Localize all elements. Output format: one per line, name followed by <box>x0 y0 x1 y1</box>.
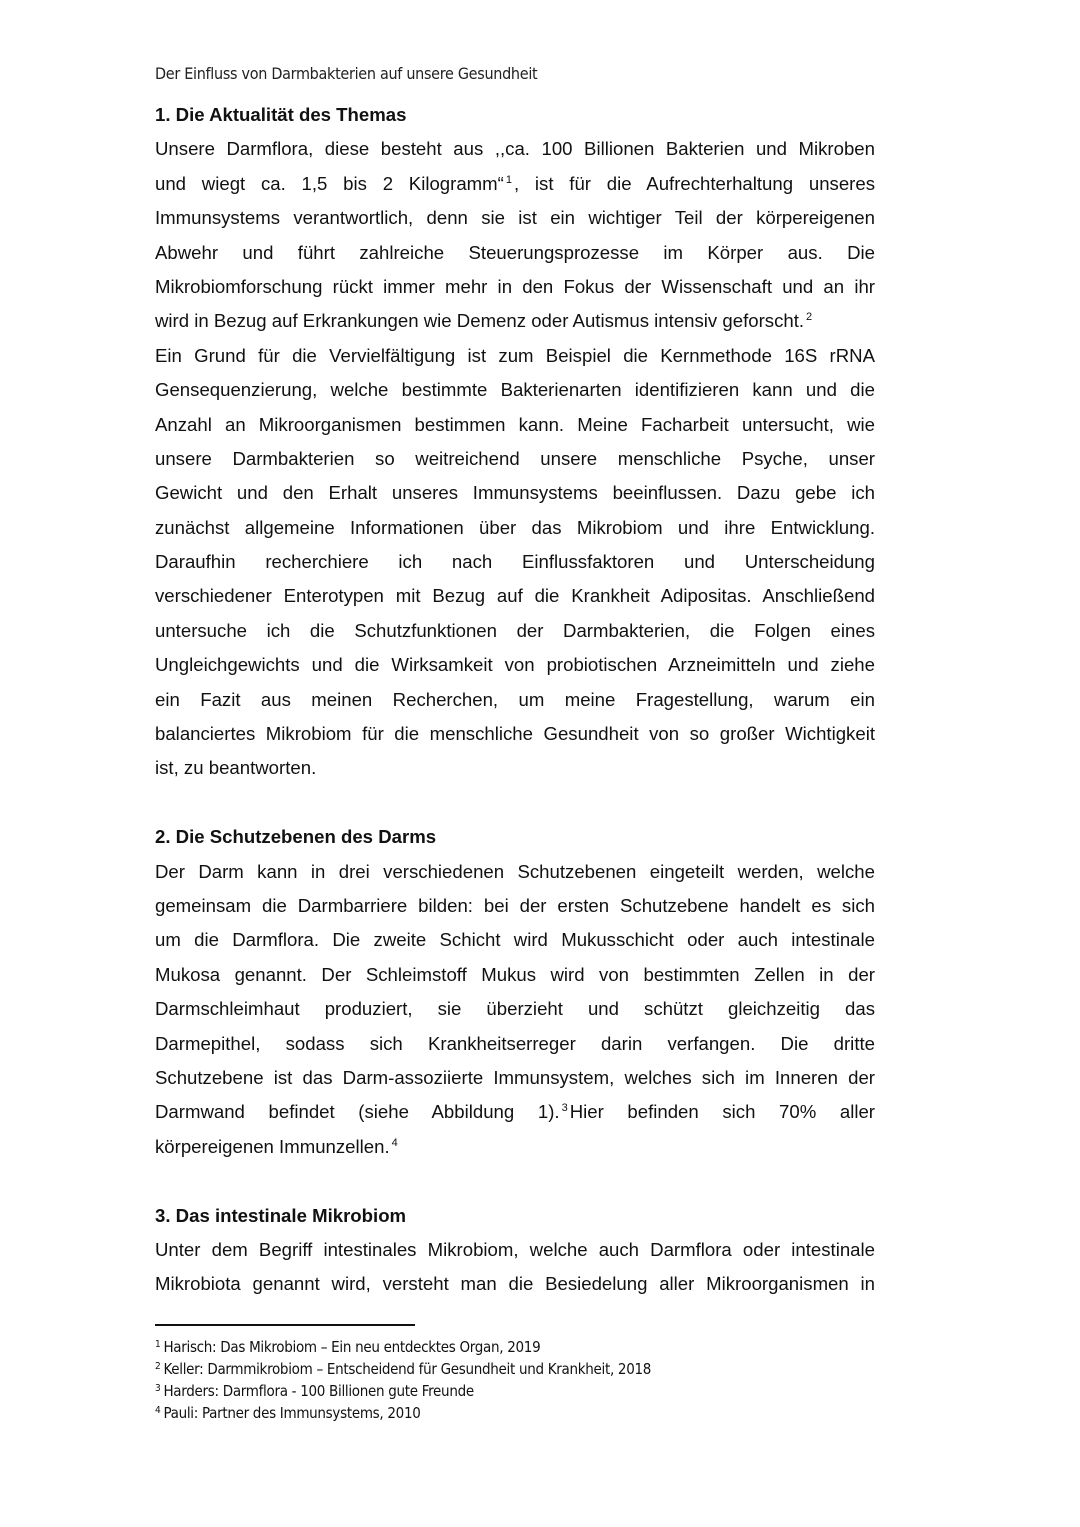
paragraph-line <box>155 270 875 304</box>
paragraph-line <box>155 889 875 923</box>
text-run: Mikrobiota genannt wird, versteht man die Besiedelung aller Mikroorganismen in <box>155 1273 875 1295</box>
text-run: Abwehr und führt zahlreiche Steuerungsprozesse im Körper aus. Die <box>155 241 875 263</box>
text-run: Darmepithel, sodass sich Krankheitserreger darin verfangen. Die dritte <box>155 1032 875 1054</box>
text-run: unsere Darmbakterien so weitreichend unsere menschliche Psyche, unser <box>155 447 875 469</box>
paragraph-line <box>155 476 875 510</box>
paragraph-line <box>155 201 875 235</box>
paragraph-line <box>155 511 875 545</box>
text-run: Anzahl an Mikroorganismen bestimmen kann. Meine Facharbeit untersucht, wie <box>155 413 875 435</box>
footnote-reference: 3 <box>561 1102 568 1115</box>
paragraph-line <box>155 1267 875 1301</box>
text-run: , ist für die Aufrechterhaltung unseres <box>513 172 875 194</box>
text-run: Immunsystems verantwortlich, denn sie ist ein wichtiger Teil der körpereigenen <box>155 207 875 229</box>
paragraph-line <box>155 1095 875 1129</box>
paragraph-line <box>155 648 875 682</box>
paragraph-line <box>155 614 875 648</box>
text-run: Der Darm kann in drei verschiedenen Schutzebenen eingeteilt werden, welche <box>155 860 875 882</box>
paragraph-line <box>155 304 875 338</box>
footnotes <box>155 1336 651 1424</box>
paragraph-line <box>155 236 875 270</box>
footnote-number: 4 <box>155 1405 161 1416</box>
section-heading: 3. Das intestinale Mikrobiom <box>155 1204 407 1226</box>
paragraph-line <box>155 751 875 785</box>
text-run: verschiedener Enterotypen mit Bezug auf die Krankheit Adipositas. Anschließend <box>155 585 875 607</box>
text-run: gemeinsam die Darmbarriere bilden: bei der ersten Schutzebene handelt es sich <box>155 894 875 916</box>
text-run: untersuche ich die Schutzfunktionen der Darmbakterien, die Folgen eines <box>155 619 875 641</box>
paragraph-line <box>155 442 875 476</box>
section-heading: 1. Die Aktualität des Themas <box>155 104 407 125</box>
footnote <box>155 1358 651 1380</box>
text-run: Ein Grund für die Vervielfältigung ist zum Beispiel die Kernmethode 16S rRNA <box>155 344 875 366</box>
paragraph-line <box>155 579 875 613</box>
text-run: Mikrobiomforschung rückt immer mehr in den Fokus der Wissenschaft und an ihr <box>155 275 875 297</box>
footnote-separator <box>155 1324 415 1326</box>
text-run: Mukosa genannt. Der Schleimstoff Mukus wird von bestimmten Zellen in der <box>155 963 875 985</box>
footnote-number: 3 <box>155 1383 161 1394</box>
paragraph-line <box>155 1233 875 1267</box>
footnote-text: Harders: Darmflora - 100 Billionen gute Freunde <box>163 1382 474 1400</box>
text-run: Gensequenzierung, welche bestimmte Bakterienarten identifizieren kann und die <box>155 379 875 401</box>
paragraph-line <box>155 683 875 717</box>
footnote-reference: 4 <box>391 1136 398 1149</box>
paragraph-line <box>155 1130 875 1164</box>
blank-line <box>155 786 875 820</box>
text-run: Darmwand befindet (siehe Abbildung 1). <box>155 1101 560 1123</box>
paragraph-line <box>155 373 875 407</box>
paragraph-line <box>155 545 875 579</box>
text-run: wird in Bezug auf Erkrankungen wie Demenz oder Autismus intensiv geforscht. <box>155 310 805 332</box>
footnote <box>155 1380 651 1402</box>
paragraph-line <box>155 1027 875 1061</box>
paragraph-line <box>155 958 875 992</box>
running-header: Der Einfluss von Darmbakterien auf unsere Gesundheit <box>155 64 538 83</box>
text-run: körpereigenen Immunzellen. <box>155 1135 390 1157</box>
text-run: um die Darmflora. Die zweite Schicht wird Mukusschicht oder auch intestinale <box>155 929 875 951</box>
text-run: ist, zu beantworten. <box>155 757 317 779</box>
footnote-number: 1 <box>155 1339 161 1350</box>
section-heading: 2. Die Schutzebenen des Darms <box>155 826 437 848</box>
text-run: Unter dem Begriff intestinales Mikrobiom, welche auch Darmflora oder intestinale <box>155 1238 875 1260</box>
text-run: Daraufhin recherchiere ich nach Einflussfaktoren und Unterscheidung <box>155 551 875 573</box>
footnote-reference: 1 <box>505 173 512 186</box>
text-run: und wiegt ca. 1,5 bis 2 Kilogramm“ <box>155 172 504 194</box>
paragraph-line <box>155 1061 875 1095</box>
paragraph-line <box>155 339 875 373</box>
paragraph-line <box>155 923 875 957</box>
text-run: Gewicht und den Erhalt unseres Immunsystems beeinflussen. Dazu gebe ich <box>155 482 875 504</box>
paragraph-line <box>155 717 875 751</box>
paragraph-line <box>155 132 875 166</box>
footnote <box>155 1402 651 1424</box>
footnote-number: 2 <box>155 1361 161 1372</box>
footnote-reference: 2 <box>806 311 813 324</box>
footnote <box>155 1336 651 1358</box>
blank-line <box>155 1164 875 1198</box>
text-run: balanciertes Mikrobiom für die menschliche Gesundheit von so großer Wichtigkeit <box>155 723 875 745</box>
text-run: Darmschleimhaut produziert, sie überzieht und schützt gleichzeitig das <box>155 998 875 1020</box>
text-run: zunächst allgemeine Informationen über das Mikrobiom und ihre Entwicklung. <box>155 516 875 538</box>
text-run: ein Fazit aus meinen Recherchen, um meine Fragestellung, warum ein <box>155 688 875 710</box>
paragraph-line <box>155 855 875 889</box>
paragraph-line <box>155 992 875 1026</box>
footnote-text: Pauli: Partner des Immunsystems, 2010 <box>163 1404 421 1422</box>
text-run: Schutzebene ist das Darm-assoziierte Immunsystem, welches sich im Inneren der <box>155 1066 875 1088</box>
body-text <box>155 98 875 1302</box>
text-run: Ungleichgewichts und die Wirksamkeit von probiotischen Arzneimitteln und ziehe <box>155 654 875 676</box>
paragraph-line <box>155 408 875 442</box>
footnote-text: Harisch: Das Mikrobiom – Ein neu entdecktes Organ, 2019 <box>163 1338 541 1356</box>
text-run: Unsere Darmflora, diese besteht aus ,,ca. 100 Billionen Bakterien und Mikroben <box>155 138 875 160</box>
footnote-text: Keller: Darmmikrobiom – Entscheidend für Gesundheit und Krankheit, 2018 <box>163 1360 652 1378</box>
text-run: Hier befinden sich 70% aller <box>569 1101 875 1123</box>
paragraph-line <box>155 167 875 201</box>
